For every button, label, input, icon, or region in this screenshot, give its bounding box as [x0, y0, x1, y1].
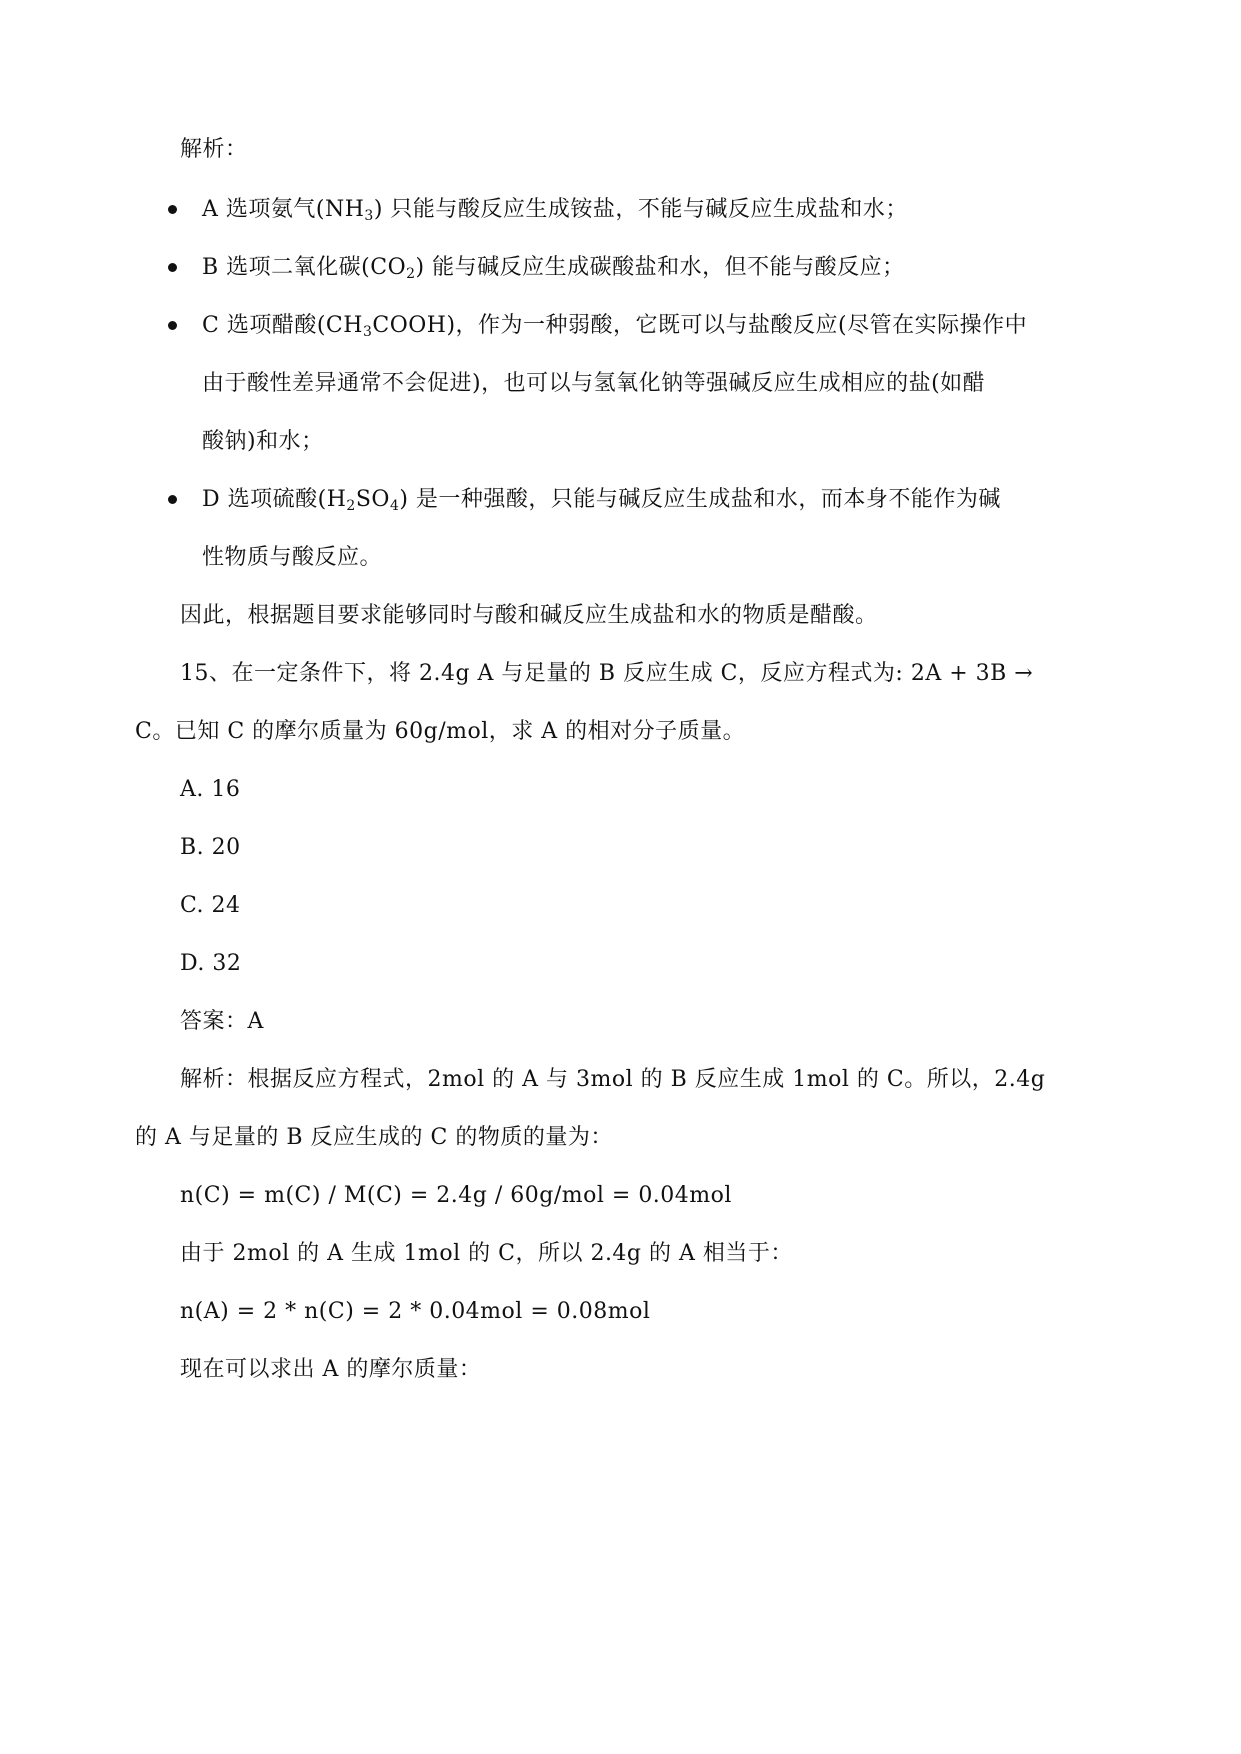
bullet-d-line-2: 性物质与酸反应。: [202, 545, 383, 570]
equation-2: n(A) = 2 * n(C) = 2 * 0.04mol = 0.08mol: [180, 1299, 651, 1324]
bullet-d-line-1: D 选项硫酸$(H_2SO_4)$ 是一种强酸，只能与碱反应生成盐和水，而本身不能作为碱: [202, 487, 1001, 514]
option-b: B. 20: [180, 835, 241, 860]
answer: 答案：A: [180, 1009, 264, 1034]
bullet-b-line-1: B 选项二氧化碳$(CO_2)$ 能与碱反应生成碳酸盐和水，但不能与酸反应；: [202, 255, 905, 282]
solution-line-3: 由于 2mol 的 A 生成 1mol 的 C，所以 2.4g 的 A 相当于：: [180, 1241, 793, 1266]
bullet-a-line-1: A 选项氨气$(NH_3)$ 只能与酸反应生成铵盐，不能与碱反应生成盐和水；: [202, 197, 908, 224]
solution-line-1: 解析：根据反应方程式，2mol 的 A 与 3mol 的 B 反应生成 1mol 的 C。所以，2.4g: [180, 1067, 1046, 1092]
option-c: C. 24: [180, 893, 241, 918]
solution-line-2: 的 A 与足量的 B 反应生成的 C 的物质的量为：: [135, 1125, 613, 1150]
bullet-icon: [168, 321, 177, 330]
question-line-1: 15、在一定条件下，将 2.4g A 与足量的 B 反应生成 C，反应方程式为: 2A + 3B →: [180, 661, 1034, 686]
solution-line-4: 现在可以求出 A 的摩尔质量：: [180, 1357, 482, 1382]
analysis-heading: 解析：: [180, 137, 248, 162]
equation-1: n(C) = m(C) / M(C) = 2.4g / 60g/mol = 0.04mol: [180, 1183, 732, 1208]
option-d: D. 32: [180, 951, 242, 976]
option-a: A. 16: [180, 777, 241, 802]
bullet-icon: [168, 263, 177, 272]
bullet-icon: [168, 495, 177, 504]
question-line-2: C。已知 C 的摩尔质量为 60g/mol，求 A 的相对分子质量。: [135, 719, 746, 744]
bullet-c-line-3: 酸钠)和水；: [202, 429, 324, 454]
bullet-c-line-2: 由于酸性差异通常不会促进)，也可以与氢氧化钠等强碱反应生成相应的盐(如醋: [202, 371, 986, 396]
conclusion: 因此，根据题目要求能够同时与酸和碱反应生成盐和水的物质是醋酸。: [180, 603, 878, 628]
bullet-icon: [168, 205, 177, 214]
bullet-c-line-1: C 选项醋酸$(CH_3COOH)$，作为一种弱酸，它既可以与盐酸反应(尽管在实际操作中: [202, 313, 1028, 340]
